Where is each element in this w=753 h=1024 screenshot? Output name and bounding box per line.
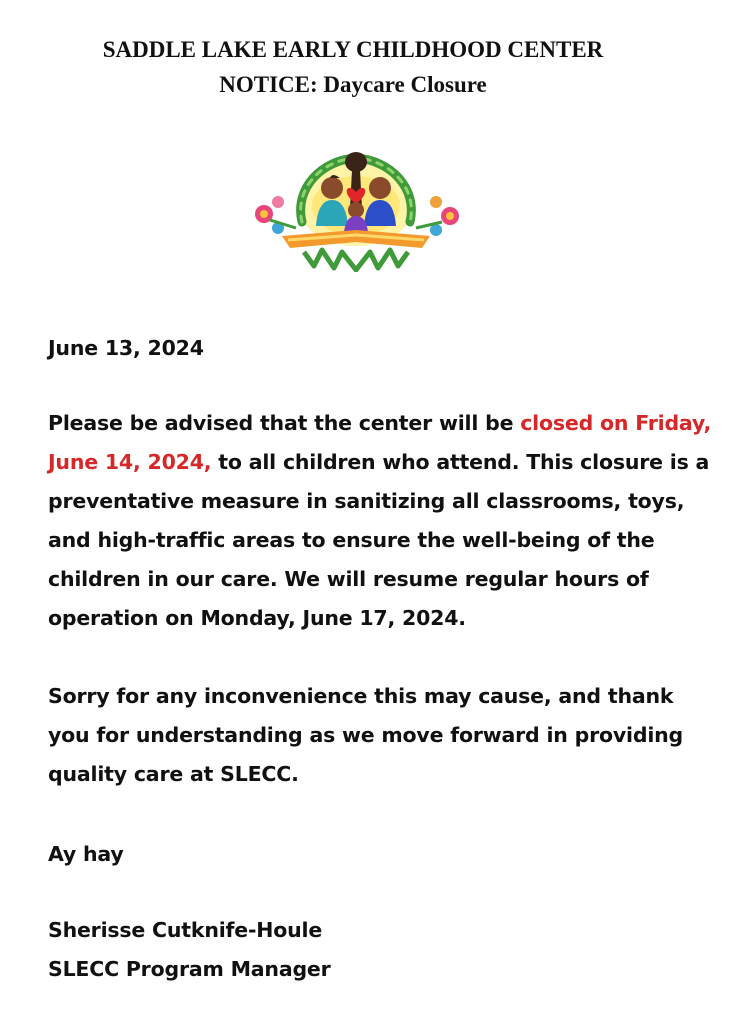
closing-salutation: Ay hay (48, 842, 124, 866)
closure-date-highlight: closed on Friday, June 14, 2024, (48, 411, 712, 474)
closure-text-intro: Please be advised that the center will be (48, 411, 521, 435)
family-wreath-logo-icon (244, 148, 472, 272)
notice-title: NOTICE: Daycare Closure (219, 72, 487, 97)
signature-name: Sherisse Cutknife-Houle (48, 918, 323, 942)
closure-text-details: to all children who attend. This closure is a preventative measure in sanitizing all classrooms, toys, and high-traffic areas to ensure the well-being of the children in our care. We will resume regular hours of operation on Monday, June 17, 2024. (48, 450, 710, 630)
closure-paragraph (48, 404, 720, 638)
notice-header (0, 32, 706, 102)
signature-title: SLECC Program Manager (48, 957, 331, 981)
org-name: SADDLE LAKE EARLY CHILDHOOD CENTER (102, 37, 604, 62)
apology-paragraph: Sorry for any inconvenience this may cause, and thank you for understanding as we move forward in providing quality care at SLECC. (48, 684, 684, 786)
letter-date: June 13, 2024 (48, 336, 204, 360)
